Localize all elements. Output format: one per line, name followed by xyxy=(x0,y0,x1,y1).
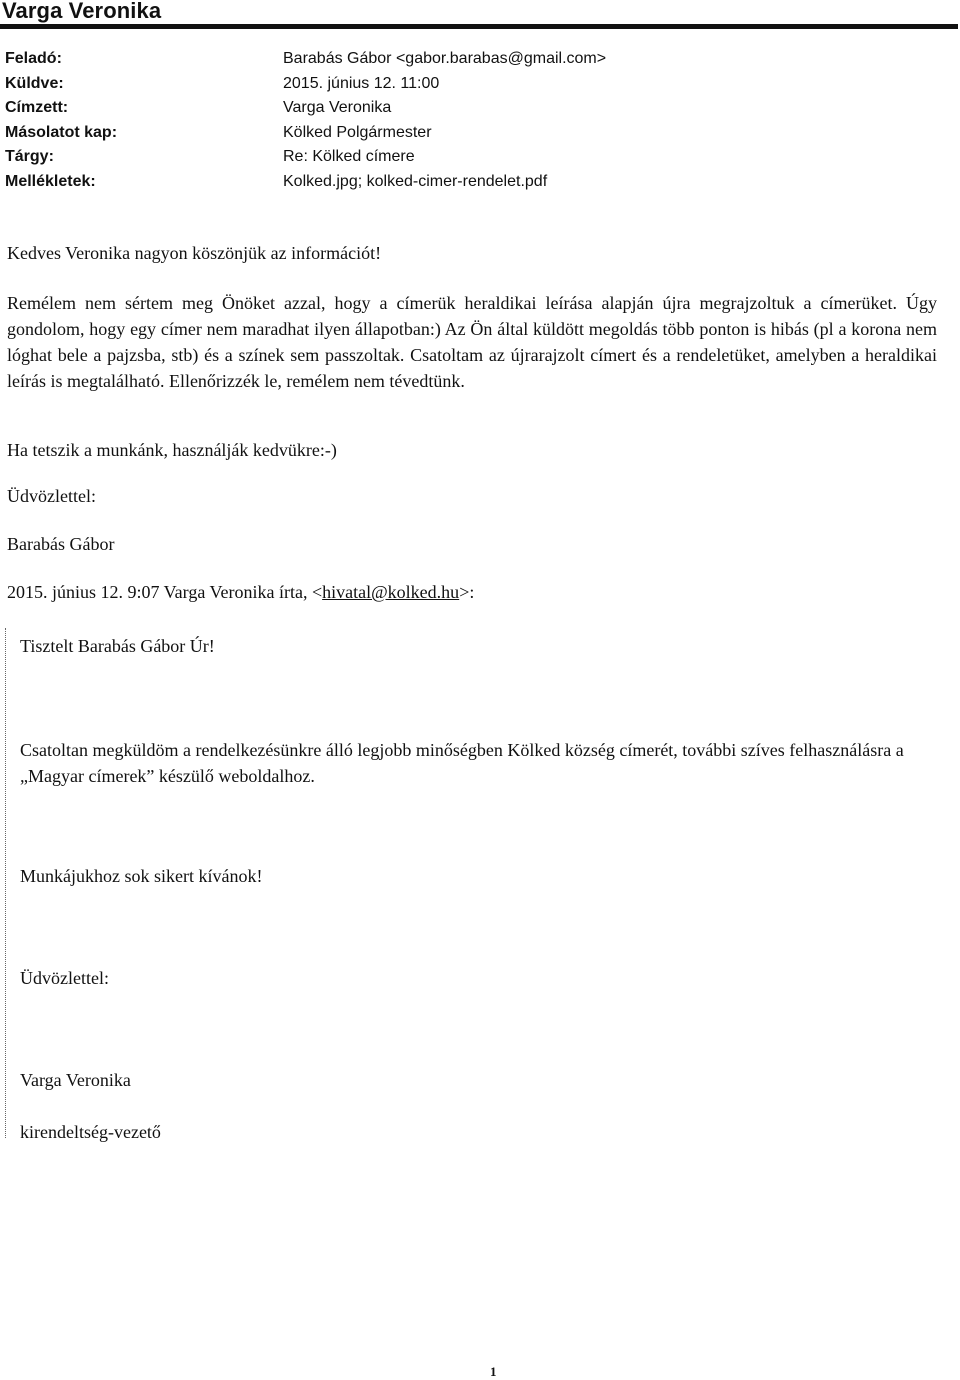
header-value: Re: Kölked címere xyxy=(283,148,415,166)
quote-border xyxy=(5,628,9,1138)
header-label: Tárgy: xyxy=(5,148,54,166)
quoted-wish: Munkájukhoz sok sikert kívánok! xyxy=(20,866,263,886)
page-number: 1 xyxy=(490,1364,497,1379)
header-value: Varga Veronika xyxy=(283,99,392,117)
email-header xyxy=(5,47,606,195)
header-label: Küldve: xyxy=(5,74,64,92)
header-value: Kolked.jpg; kolked-cimer-rendelet.pdf xyxy=(283,172,548,190)
header-row-attachments xyxy=(5,170,606,195)
quote-email-link[interactable]: hivatal@kolked.hu xyxy=(322,582,460,602)
quoted-title: kirendeltség-vezető xyxy=(20,1122,161,1142)
quoted-salutation: Tisztelt Barabás Gábor Úr! xyxy=(20,636,215,656)
owner-rule xyxy=(0,24,958,29)
quote-header-suffix: >: xyxy=(459,582,475,602)
header-row-sent xyxy=(5,72,606,97)
header-row-subject xyxy=(5,145,606,170)
quote-header-prefix: 2015. június 12. 9:07 Varga Veronika írta, < xyxy=(7,582,323,602)
header-row-to xyxy=(5,96,606,121)
signature: Barabás Gábor xyxy=(7,534,115,554)
quoted-closing: Üdvözlettel: xyxy=(20,968,109,988)
header-value: Kölked Polgármester xyxy=(283,123,432,141)
header-row-cc xyxy=(5,121,606,146)
header-label: Másolatot kap: xyxy=(5,123,118,141)
header-label: Mellékletek: xyxy=(5,172,96,190)
body-paragraph: Remélem nem sértem meg Önöket azzal, hogy a címerük heraldikai leírása alapján újra megrajzoltuk a címerüket. Úgy gondolom, hogy egy címer nem maradhat ilyen állapotban:) Az Ön által küldött megoldás több ponton is hibás (pl a korona nem lóghat bele a pajzsba, stb) és a színek sem passzoltak. Csatoltam az újrarajzolt címert és a rendeletüket, amelyben a heraldikai leírás is megtalálható. Ellenőrizzék le, remélem nem tévedtünk. xyxy=(7,293,937,391)
quoted-paragraph: Csatoltan megküldöm a rendelkezésünkre álló legjobb minőségben Kölked község címerét, további szíves felhasználásra a „Magyar címerek” készülő weboldalhoz. xyxy=(20,740,904,786)
quoted-name: Varga Veronika xyxy=(20,1070,131,1090)
mailbox-owner: Varga Veronika xyxy=(2,0,162,23)
wish-text: Ha tetszik a munkánk, használják kedvükre:-) xyxy=(7,440,337,460)
greeting: Kedves Veronika nagyon köszönjük az információt! xyxy=(7,243,382,263)
header-label: Címzett: xyxy=(5,99,69,117)
closing: Üdvözlettel: xyxy=(7,486,96,506)
header-value: Barabás Gábor <gabor.barabas@gmail.com> xyxy=(283,50,607,67)
header-label: Feladó: xyxy=(5,50,62,67)
quote-header xyxy=(7,582,474,603)
header-value: 2015. június 12. 11:00 xyxy=(283,74,440,92)
header-row-from xyxy=(5,47,606,72)
